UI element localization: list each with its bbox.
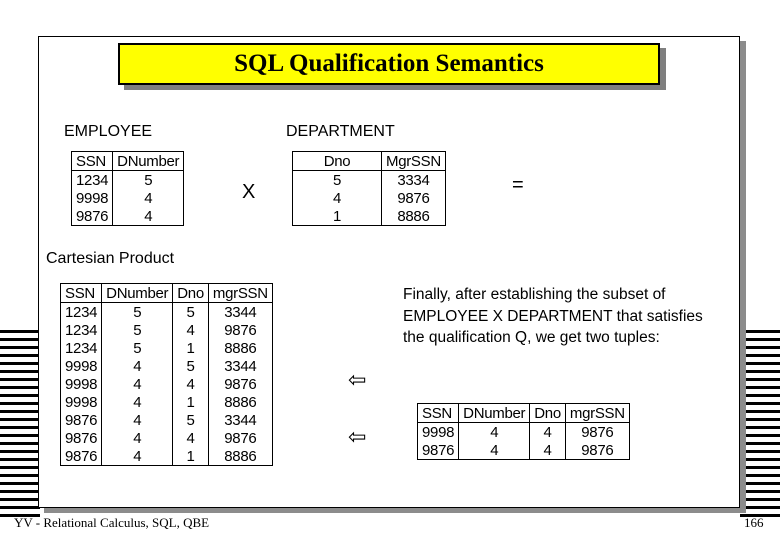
cross-product-symbol: X	[242, 181, 256, 203]
column-header: Dno	[173, 284, 209, 303]
column-header: DNumber	[459, 404, 530, 423]
page-number: 166	[744, 515, 764, 530]
left-arrow-icon: ⇦	[348, 424, 367, 449]
column-header: SSN	[418, 404, 459, 423]
table-row: 9998 4	[72, 189, 184, 207]
column-header: mgrSSN	[208, 284, 272, 303]
left-arrow-icon: ⇦	[348, 367, 367, 392]
table-row: 4 9876	[293, 189, 446, 207]
employee-label: EMPLOYEE	[64, 123, 153, 140]
table-row: 1 8886	[293, 207, 446, 226]
cartesian-product-table	[60, 283, 273, 466]
footer-course-title: YV - Relational Calculus, SQL, QBE	[14, 515, 210, 530]
table-row: 9876 4 4 9876	[61, 429, 273, 447]
column-header: mgrSSN	[565, 404, 629, 423]
table-row: 1234 5 5 3344	[61, 303, 273, 322]
table-row: 9998 4 5 3344	[61, 357, 273, 375]
column-header: DNumber	[113, 152, 184, 171]
result-table	[417, 403, 630, 460]
slide-title: SQL Qualification Semantics	[118, 43, 660, 85]
table-row: 9876 4	[72, 207, 184, 226]
equals-symbol: =	[512, 174, 524, 196]
table-row: 9998 4 4 9876	[61, 375, 273, 393]
table-row: 1234 5	[72, 171, 184, 190]
column-header: Dno	[530, 404, 566, 423]
explanation-text: Finally, after establishing the subset of EMPLOYEE X DEPARTMENT that satisfies the qualification Q, we get two tuples:	[403, 286, 703, 346]
table-row: 9998 4 4 9876	[418, 423, 630, 442]
employee-table	[71, 151, 184, 226]
column-header: DNumber	[102, 284, 173, 303]
column-header: MgrSSN	[382, 152, 446, 171]
column-header: Dno	[293, 152, 382, 171]
table-row: 9876 4 4 9876	[418, 441, 630, 460]
left-stripe-decoration	[0, 330, 40, 522]
table-row: 9998 4 1 8886	[61, 393, 273, 411]
column-header: SSN	[61, 284, 102, 303]
cartesian-product-label: Cartesian Product	[46, 250, 175, 267]
department-table	[292, 151, 446, 226]
table-row: 1234 5 1 8886	[61, 339, 273, 357]
table-row: 9876 4 1 8886	[61, 447, 273, 466]
table-row: 9876 4 5 3344	[61, 411, 273, 429]
department-label: DEPARTMENT	[286, 123, 395, 140]
right-stripe-decoration	[740, 330, 780, 522]
column-header: SSN	[72, 152, 113, 171]
table-row: 5 3334	[293, 171, 446, 190]
table-row: 1234 5 4 9876	[61, 321, 273, 339]
